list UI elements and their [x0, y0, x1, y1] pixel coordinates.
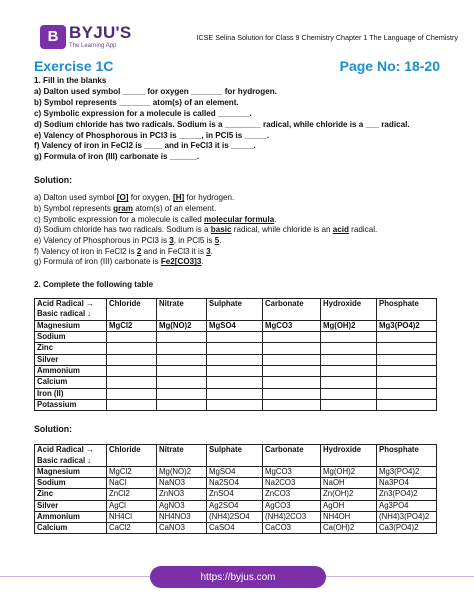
formula-cell: Mg(NO)2: [157, 467, 207, 478]
formula-cell: Ca3(PO4)2: [377, 523, 437, 534]
formula-cell: CaSO4: [207, 523, 263, 534]
answer-table: [34, 444, 437, 534]
table-row: [35, 343, 437, 354]
formula-cell: [321, 354, 377, 365]
formula-cell: [377, 399, 437, 410]
formula-cell: ZnCl2: [107, 489, 157, 500]
formula-cell: Mg(NO)2: [157, 320, 207, 331]
formula-cell: [377, 388, 437, 399]
formula-cell: Mg(OH)2: [321, 320, 377, 331]
formula-cell: MgCl2: [107, 467, 157, 478]
formula-cell: MgSO4: [207, 467, 263, 478]
formula-cell: [157, 377, 207, 388]
formula-cell: AgOH: [321, 500, 377, 511]
header-cell: Carbonate: [263, 299, 321, 321]
formula-cell: [207, 366, 263, 377]
formula-cell: Ca(OH)2: [321, 523, 377, 534]
formula-cell: [207, 388, 263, 399]
formula-cell: MgSO4: [207, 320, 263, 331]
formula-cell: [263, 332, 321, 343]
logo-mark-icon: B: [40, 25, 66, 49]
main-content: [34, 76, 444, 534]
table-row: [35, 399, 437, 410]
question-b: b) Symbol represents _______ atom(s) of an element.: [34, 97, 239, 107]
formula-cell: [377, 366, 437, 377]
formula-cell: [107, 377, 157, 388]
formula-cell: [207, 399, 263, 410]
formula-cell: Na2SO4: [207, 478, 263, 489]
formula-cell: [263, 354, 321, 365]
formula-cell: NaCl: [107, 478, 157, 489]
header-cell: Sulphate: [207, 445, 263, 467]
header-cell: Chloride: [107, 299, 157, 321]
formula-cell: [321, 399, 377, 410]
brand-name: BYJU'S: [69, 23, 132, 42]
formula-cell: (NH4)2CO3: [263, 511, 321, 522]
question-c: c) Symbolic expression for a molecule is called _______.: [34, 108, 252, 118]
header-cell: Hydroxide: [321, 299, 377, 321]
formula-cell: [263, 377, 321, 388]
table-row: [35, 523, 437, 534]
formula-cell: [107, 366, 157, 377]
header-cell: Nitrate: [157, 299, 207, 321]
header-cell: Nitrate: [157, 445, 207, 467]
header-cell: Acid Radical → Basic radical ↓: [35, 299, 107, 321]
formula-cell: MgCO3: [263, 467, 321, 478]
row-label-cell: Silver: [35, 500, 107, 511]
formula-cell: MgCO3: [263, 320, 321, 331]
table-row: [35, 332, 437, 343]
formula-cell: [321, 366, 377, 377]
row-label-cell: Calcium: [35, 377, 107, 388]
answer-f: f) Valency of iron in FeCl2 is 2 and in FeCl3 it is 3.: [34, 246, 213, 256]
formula-cell: NH4Cl: [107, 511, 157, 522]
answer-g: g) Formula of iron (III) carbonate is Fe2[CO3]3.: [34, 257, 204, 267]
answer-table-body: [35, 467, 437, 534]
formula-cell: NH4NO3: [157, 511, 207, 522]
solution-heading-1: Solution:: [34, 175, 73, 186]
formula-cell: NaOH: [321, 478, 377, 489]
table-row: [35, 467, 437, 478]
formula-cell: AgCl: [107, 500, 157, 511]
table-row: [35, 511, 437, 522]
row-label-cell: Zinc: [35, 343, 107, 354]
question-heading: 1. Fill in the blanks: [34, 76, 107, 85]
table-row: [35, 388, 437, 399]
formula-cell: CaCO3: [263, 523, 321, 534]
header-cell: Chloride: [107, 445, 157, 467]
row-label-cell: Calcium: [35, 523, 107, 534]
row-label-cell: Silver: [35, 354, 107, 365]
formula-cell: [107, 343, 157, 354]
formula-cell: NaNO3: [157, 478, 207, 489]
formula-cell: Ag2SO4: [207, 500, 263, 511]
answer-a: a) Dalton used symbol [O] for oxygen, [H] for hydrogen.: [34, 193, 235, 203]
header-cell: Sulphate: [207, 299, 263, 321]
formula-cell: Ag3PO4: [377, 500, 437, 511]
formula-cell: NH4OH: [321, 511, 377, 522]
row-label-cell: Sodium: [35, 332, 107, 343]
exercise-title-row: [34, 58, 440, 74]
row-label-cell: Magnesium: [35, 467, 107, 478]
formula-cell: [321, 332, 377, 343]
formula-cell: AgCO3: [263, 500, 321, 511]
formula-cell: Na3PO4: [377, 478, 437, 489]
answer-b: b) Symbol represents gram atom(s) of an element.: [34, 203, 217, 213]
formula-cell: AgNO3: [157, 500, 207, 511]
question-g: g) Formula of iron (III) carbonate is ______.: [34, 152, 200, 162]
question-a: a) Dalton used symbol _____ for oxygen _______ for hydrogen.: [34, 86, 277, 96]
formula-cell: [321, 388, 377, 399]
answer-list: [34, 193, 444, 268]
formula-cell: Na2CO3: [263, 478, 321, 489]
row-label-cell: Ammonium: [35, 366, 107, 377]
formula-cell: Mg(OH)2: [321, 467, 377, 478]
solution-heading-2: Solution:: [34, 424, 73, 435]
formula-cell: [207, 343, 263, 354]
formula-cell: [107, 354, 157, 365]
header-cell: Carbonate: [263, 445, 321, 467]
page-header: [0, 0, 474, 58]
row-label-cell: Potassium: [35, 399, 107, 410]
formula-cell: [207, 377, 263, 388]
formula-cell: ZnSO4: [207, 489, 263, 500]
table-row: [35, 366, 437, 377]
question-f: f) Valency of iron in FeCl2 is ____ and in FeCl3 it is _____.: [34, 141, 256, 151]
formula-cell: [107, 399, 157, 410]
answer-e: e) Valency of Phosphorous in PCl3 is 3, in PCl5 is 5.: [34, 236, 222, 246]
formula-cell: [157, 354, 207, 365]
table-row: [35, 354, 437, 365]
formula-cell: ZnCO3: [263, 489, 321, 500]
formula-cell: ZnNO3: [157, 489, 207, 500]
formula-cell: Zn3(PO4)2: [377, 489, 437, 500]
question-list: [34, 76, 444, 163]
page-range: Page No: 18-20: [339, 58, 440, 74]
formula-cell: (NH4)2SO4: [207, 511, 263, 522]
formula-cell: CaCl2: [107, 523, 157, 534]
table-row: [35, 320, 437, 331]
formula-cell: [157, 332, 207, 343]
formula-cell: [263, 399, 321, 410]
row-label-cell: Sodium: [35, 478, 107, 489]
question-e: e) Valency of Phosphorous in PCl3 is _____, in PCl5 is _____.: [34, 130, 270, 140]
answer-d: d) Sodium chloride has two radicals. Sodium is a basic radical, while chloride is an acid radical.: [34, 225, 378, 235]
formula-cell: [107, 388, 157, 399]
table-row: [35, 478, 437, 489]
row-label-cell: Iron (II): [35, 388, 107, 399]
formula-cell: [321, 343, 377, 354]
table-header-row: [35, 299, 437, 321]
formula-cell: CaNO3: [157, 523, 207, 534]
formula-cell: Mg3(PO4)2: [377, 320, 437, 331]
formula-cell: [321, 377, 377, 388]
header-cell: Phosphate: [377, 445, 437, 467]
formula-cell: [263, 388, 321, 399]
formula-cell: MgCl2: [107, 320, 157, 331]
formula-cell: [207, 332, 263, 343]
formula-cell: [157, 388, 207, 399]
document-title: ICSE Selina Solution for Class 9 Chemistry Chapter 1 The Language of Chemistry: [196, 33, 458, 42]
table-row: [35, 377, 437, 388]
question-d: d) Sodium chloride has two radicals. Sodium is a ________ radical, while chloride is a ___ radical.: [34, 119, 410, 129]
formula-cell: Zn(OH)2: [321, 489, 377, 500]
exercise-title: Exercise 1C: [34, 58, 114, 74]
header-cell: Hydroxide: [321, 445, 377, 467]
row-label-cell: Magnesium: [35, 320, 107, 331]
header-cell: Phosphate: [377, 299, 437, 321]
table-header-row: [35, 445, 437, 467]
formula-cell: [107, 332, 157, 343]
brand-tagline: The Learning App: [69, 43, 117, 49]
row-label-cell: Ammonium: [35, 511, 107, 522]
row-label-cell: Zinc: [35, 489, 107, 500]
fill-table: [34, 298, 437, 411]
formula-cell: [263, 343, 321, 354]
formula-cell: Mg3(PO4)2: [377, 467, 437, 478]
formula-cell: [157, 399, 207, 410]
formula-cell: (NH4)3(PO4)2: [377, 511, 437, 522]
byjus-logo: [40, 24, 132, 49]
formula-cell: [157, 343, 207, 354]
formula-cell: [263, 366, 321, 377]
question-2-heading: 2. Complete the following table: [34, 280, 154, 290]
header-cell: Acid Radical → Basic radical ↓: [35, 445, 107, 467]
formula-cell: [377, 343, 437, 354]
answer-c: c) Symbolic expression for a molecule is called molecular formula.: [34, 214, 277, 224]
formula-cell: [207, 354, 263, 365]
table-row: [35, 500, 437, 511]
footer-url-link[interactable]: https://byjus.com: [150, 566, 326, 588]
formula-cell: [157, 366, 207, 377]
formula-cell: [377, 377, 437, 388]
fill-table-body: [35, 320, 437, 410]
formula-cell: [377, 332, 437, 343]
formula-cell: [377, 354, 437, 365]
table-row: [35, 489, 437, 500]
